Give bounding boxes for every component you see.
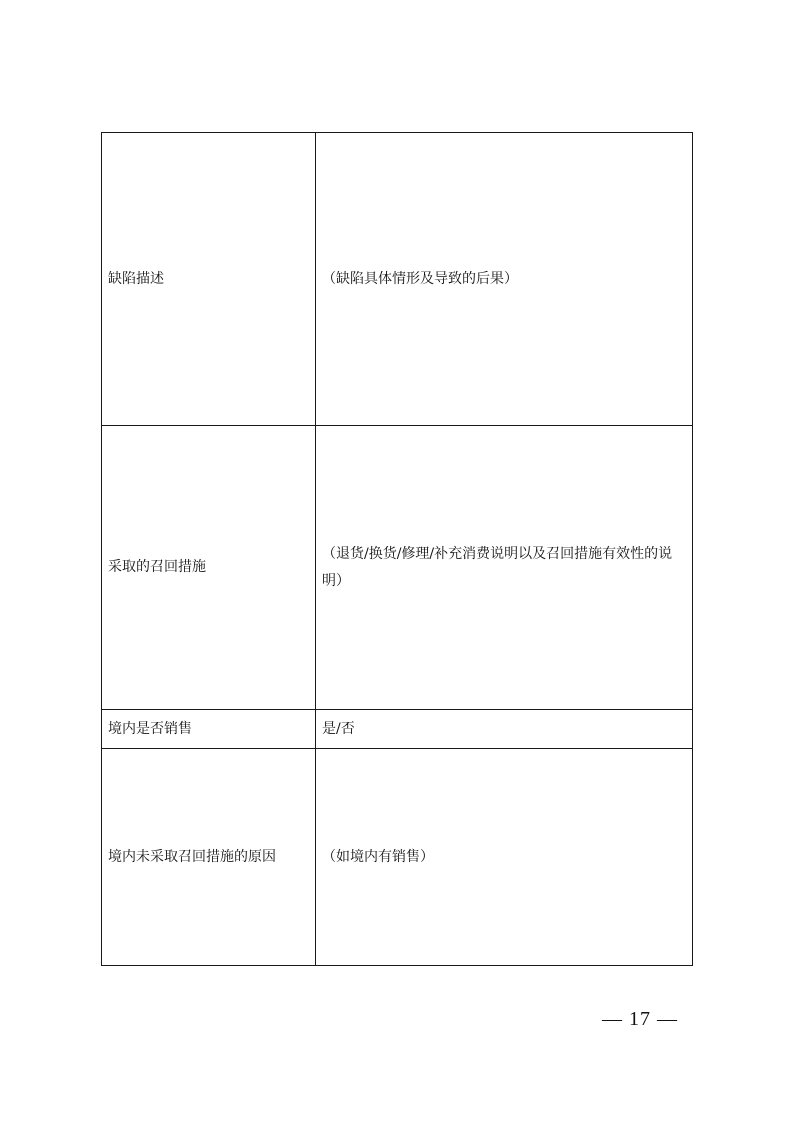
no-recall-reason-label: 境内未采取召回措施的原因 [102, 749, 316, 966]
page-number: — 17 — [602, 1008, 678, 1030]
table-row-no-recall-reason [102, 749, 693, 966]
table-row-defect-description [102, 133, 693, 426]
recall-measures-label: 采取的召回措施 [102, 426, 316, 710]
defect-description-value[interactable]: （缺陷具体情形及导致的后果） [316, 133, 693, 426]
domestic-sales-label: 境内是否销售 [102, 710, 316, 749]
recall-report-form-table [101, 132, 693, 966]
recall-measures-value[interactable]: （退货/换货/修理/补充消费说明以及召回措施有效性的说明） [316, 426, 693, 710]
domestic-sales-value[interactable]: 是/否 [316, 710, 693, 749]
defect-description-label: 缺陷描述 [102, 133, 316, 426]
no-recall-reason-value[interactable]: （如境内有销售） [316, 749, 693, 966]
table-row-recall-measures [102, 426, 693, 710]
table-row-domestic-sales [102, 710, 693, 749]
